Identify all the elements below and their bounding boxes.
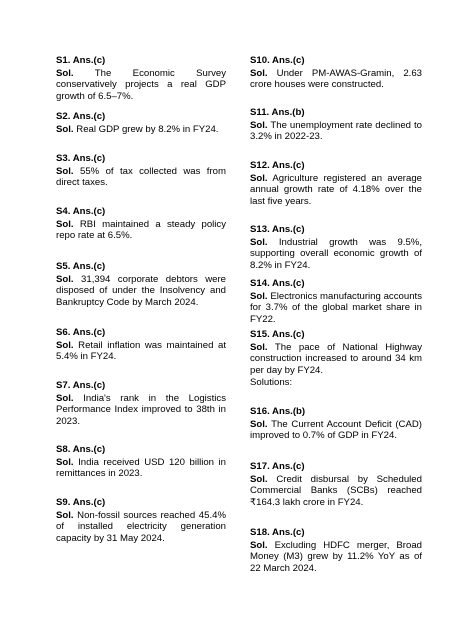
sol-label: Sol.: [56, 165, 74, 177]
sol-label: Sol.: [250, 341, 268, 353]
sol-label: Sol.: [56, 509, 74, 521]
answer-item: [56, 153, 226, 206]
answer-item: [250, 55, 422, 107]
answer-item: [56, 111, 226, 153]
answer-item: [250, 406, 422, 461]
sol-label: Sol.: [56, 456, 74, 468]
answer-heading: S5. Ans.(c): [56, 261, 106, 272]
sol-label: Sol.: [250, 236, 268, 248]
sol-label: Sol.: [56, 273, 74, 285]
answer-item: [56, 444, 226, 497]
solution-text: India's rank in the Logistics Performance Index improved to 38th in 2023.: [56, 392, 226, 428]
answer-heading: S7. Ans.(c): [56, 380, 106, 391]
solution-text: Excluding HDFC merger, Broad Money (M3) grew by 11.2% YoY as of 22 March 2024.: [250, 539, 422, 575]
answer-item: [56, 206, 226, 261]
answer-heading: S14. Ans.(c): [250, 278, 305, 289]
solutions-label: Solutions:: [250, 376, 293, 388]
solution-text: Agriculture registered an average annual growth rate of 4.18% over the last five years.: [250, 172, 423, 208]
answer-heading: S12. Ans.(c): [250, 160, 305, 171]
answer-item: [250, 527, 422, 575]
answer-item: [250, 160, 422, 224]
answer-heading: S13. Ans.(c): [250, 224, 305, 235]
answer-heading: S18. Ans.(c): [250, 527, 305, 538]
answer-heading: S17. Ans.(c): [250, 461, 305, 472]
solution-text: Credit disbursal by Scheduled Commercial Banks (SCBs) reached ₹164.3 lakh crore in FY24.: [250, 473, 422, 509]
solution-text: Electronics manufacturing accounts for 3.7% of the global market share in FY22.: [250, 290, 422, 326]
answer-heading: S8. Ans.(c): [56, 444, 106, 455]
solution-text: India received USD 120 billion in remittances in 2023.: [56, 456, 226, 480]
solution-text: The Current Account Deficit (CAD) improved to 0.7% of GDP in FY24.: [250, 418, 422, 442]
right-column: [250, 55, 422, 575]
solution-text: The Economic Survey conservatively projects a real GDP growth of 6.5–7%.: [56, 67, 226, 103]
answer-heading: S9. Ans.(c): [56, 497, 106, 508]
sol-label: Sol.: [56, 339, 74, 351]
answer-item: [56, 55, 226, 111]
solution-text: 31,394 corporate debtors were disposed of under the Insolvency and Bankruptcy Code by March 2024.: [56, 273, 226, 309]
answer-heading: S4. Ans.(c): [56, 206, 106, 217]
solution-text: The unemployment rate declined to 3.2% in 2022-23.: [250, 119, 422, 143]
sol-label: Sol.: [250, 67, 268, 79]
answer-heading: S11. Ans.(b): [250, 107, 305, 118]
answer-item: [56, 327, 226, 380]
answer-heading: S1. Ans.(c): [56, 55, 106, 66]
solution-text: Real GDP grew by 8.2% in FY24.: [76, 123, 219, 135]
sol-label: Sol.: [56, 218, 74, 230]
answer-item: [250, 461, 422, 527]
sol-label: Sol.: [250, 539, 268, 551]
sol-label: Sol.: [250, 473, 268, 485]
sol-label: Sol.: [250, 119, 268, 131]
sol-label: Sol.: [56, 123, 74, 135]
sol-label: Sol.: [250, 172, 268, 184]
answer-heading: S2. Ans.(c): [56, 111, 106, 122]
answer-item: [250, 224, 422, 278]
answer-heading: S16. Ans.(b): [250, 406, 306, 417]
answer-item: [56, 380, 226, 444]
answer-item: [56, 497, 226, 545]
solution-text: Under PM-AWAS-Gramin, 2.63 crore houses were constructed.: [250, 67, 422, 91]
answer-item: [250, 329, 422, 406]
sol-label: Sol.: [56, 67, 74, 79]
answer-item: [250, 107, 422, 160]
sol-label: Sol.: [250, 418, 268, 430]
sol-label: Sol.: [56, 392, 74, 404]
sol-label: Sol.: [250, 290, 268, 302]
answer-item: [250, 278, 422, 329]
solution-text: Industrial growth was 9.5%, supporting overall economic growth of 8.2% in FY24.: [250, 236, 422, 272]
answer-heading: S10. Ans.(c): [250, 55, 305, 66]
answer-heading: S3. Ans.(c): [56, 153, 106, 164]
solution-text: RBI maintained a steady policy repo rate at 6.5%.: [56, 218, 227, 242]
solution-text: The pace of National Highway construction increased to around 34 km per day by FY24.: [250, 341, 422, 377]
answer-heading: S6. Ans.(c): [56, 327, 106, 338]
solution-text: Retail inflation was maintained at 5.4% in FY24.: [56, 339, 226, 363]
answer-item: [56, 261, 226, 327]
left-column: [56, 55, 226, 545]
solution-text: 55% of tax collected was from direct taxes.: [56, 165, 226, 189]
answer-heading: S15. Ans.(c): [250, 329, 305, 340]
solution-text: Non-fossil sources reached 45.4% of installed electricity generation capacity by 31 May 2024.: [56, 509, 226, 545]
